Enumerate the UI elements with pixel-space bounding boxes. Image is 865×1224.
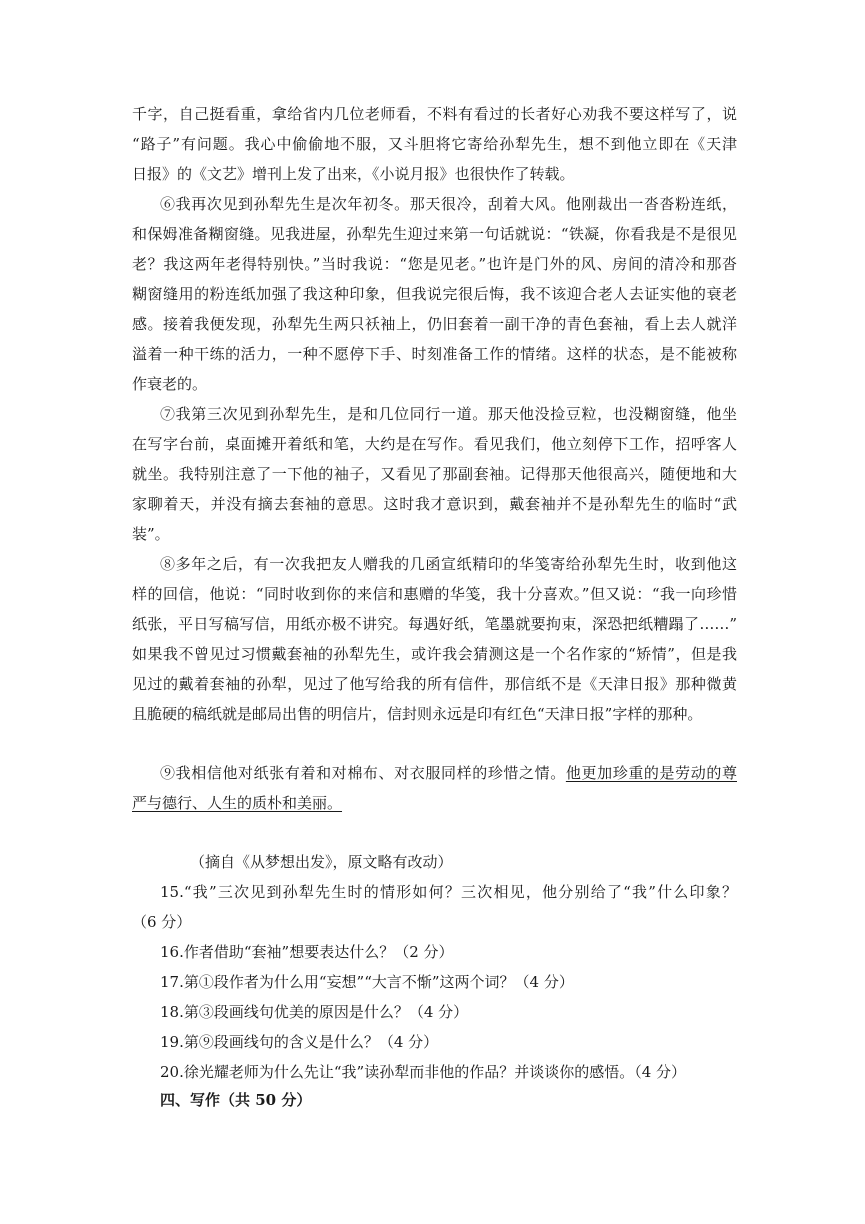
source-note: （摘自《从梦想出发》，原文略有改动） xyxy=(190,853,453,871)
text-line: 千字，自己挺看重，拿给省内几位老师看，不料有看过的长者好心劝我不要这样写了，说 xyxy=(132,105,737,123)
text-line: ⑦我第三次见到孙犁先生，是和几位同行一道。那天他没捡豆粒，也没糊窗缝，他坐 xyxy=(160,405,737,423)
text-line: 作衰老的。 xyxy=(132,375,208,393)
text-line: 糊窗缝用的粉连纸加强了我这种印象，但我说完很后悔，我不该迎合老人去证实他的衰老 xyxy=(132,285,737,303)
text-line: 如果我不曾见过习惯戴套袖的孙犁先生，或许我会猜测这是一个名作家的“矫情”，但是我 xyxy=(132,645,737,663)
text-line: 溢着一种干练的活力，一种不愿停下手、时刻准备工作的情绪。这样的状态，是不能被称 xyxy=(132,345,737,363)
text-line: “路子”有问题。我心中偷偷地不服，又斗胆将它寄给孙犁先生，想不到他立即在《天津 xyxy=(132,135,737,153)
text-line: 且脆硬的稿纸就是邮局出售的明信片，信封则永远是印有红色“天津日报”字样的那种。 xyxy=(132,705,703,723)
question-18: 18.第③段画线句优美的原因是什么？（4 分） xyxy=(160,1003,469,1021)
question-15: 15.“我”三次见到孙犁先生时的情形如何？三次相见，他分别给了“我”什么印象？ xyxy=(160,883,737,901)
text-line: 老？我这两年老得特别快。”当时我说：“您是见老。”也许是门外的风、房间的清冷和那沓 xyxy=(132,255,737,273)
text-line: 在写字台前，桌面摊开着纸和笔，大约是在写作。看见我们，他立刻停下工作，招呼客人 xyxy=(132,435,737,453)
text-line: 感。接着我便发现，孙犁先生两只袄袖上，仍旧套着一副干净的青色套袖，看上去人就洋 xyxy=(132,315,737,333)
question-15-score: （6 分） xyxy=(132,913,192,931)
text-line: 纸张，平日写稿写信，用纸亦极不讲究。每遇好纸，笔墨就要拘束，深恐把纸糟蹋了……” xyxy=(132,615,737,633)
paragraph-9-line-2 xyxy=(132,793,737,815)
question-20: 20.徐光耀老师为什么先让“我”读孙犁而非他的作品？并谈谈你的感悟。（4 分） xyxy=(160,1063,687,1081)
section-heading: 四、写作（共 50 分） xyxy=(160,1091,312,1109)
text-line: 样的回信，他说：“同时收到你的来信和惠赠的华笺，我十分喜欢。”但又说：“我一向珍惜 xyxy=(132,585,737,603)
text-line: ⑧多年之后，有一次我把友人赠我的几函宣纸精印的华笺寄给孙犁先生时，收到他这 xyxy=(160,555,737,573)
text-line: 和保姆准备糊窗缝。见我进屋，孙犁先生迎过来第一句话就说：“铁凝，你看我是不是很见 xyxy=(132,225,737,243)
para9-underlined-text: 他更加珍重的是劳动的尊 xyxy=(565,764,737,782)
question-17: 17.第①段作者为什么用“妄想”“大言不惭”这两个词？（4 分） xyxy=(160,973,574,991)
para9-text: ⑨我相信他对纸张有着和对棉布、对衣服同样的珍惜之情。 xyxy=(160,764,566,782)
text-line: ⑥我再次见到孙犁先生是次年初冬。那天很冷，刮着大风。他刚裁出一沓沓粉连纸， xyxy=(160,195,737,213)
para9-underlined-text: 严与德行、人生的质朴和美丽。 xyxy=(132,794,343,812)
text-line: 见过的戴着套袖的孙犁，见过了他写给我的所有信件，那信纸不是《天津日报》那种微黄 xyxy=(132,675,737,693)
text-line: 就坐。我特别注意了一下他的袖子，又看见了那副套袖。记得那天他很高兴，随便地和大 xyxy=(132,465,737,483)
question-19: 19.第⑨段画线句的含义是什么？（4 分） xyxy=(160,1033,439,1051)
question-16: 16.作者借助“套袖”想要表达什么？（2 分） xyxy=(160,943,454,961)
text-line: 日报》的《文艺》增刊上发了出来，《小说月报》也很快作了转载。 xyxy=(132,165,575,183)
text-line: 装”。 xyxy=(132,525,170,543)
paragraph-9-line-1 xyxy=(160,763,737,785)
text-line: 家聊着天，并没有摘去套袖的意思。这时我才意识到，戴套袖并不是孙犁先生的临时“武 xyxy=(132,495,737,513)
